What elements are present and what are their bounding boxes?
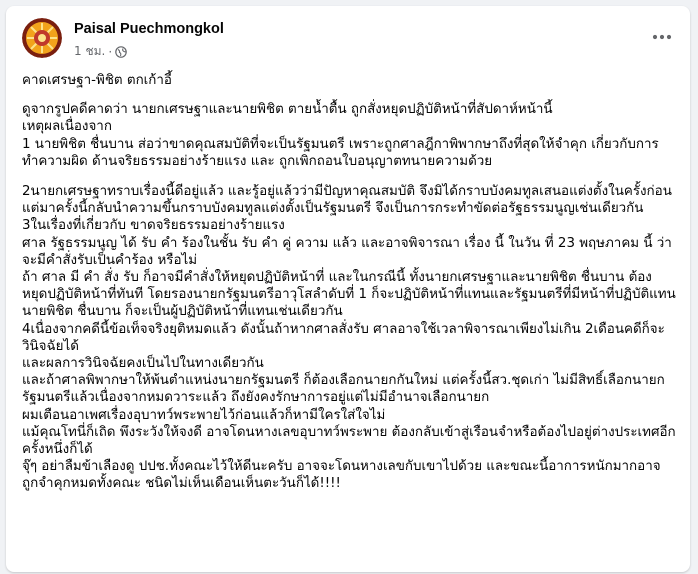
globe-icon[interactable] bbox=[115, 46, 127, 58]
avatar-image bbox=[22, 18, 62, 58]
post-line: และถ้าศาลพิพากษาให้พ้นตำแหน่งนายกรัฐมนตรี ก็ต้องเลือกนายกกันใหม่ แต่ครั้งนี้สว.ชุดเก่า ไม่มีสิทธิ์เลือกนายกรัฐมนตรีแล้วเนื่องจากหมดวาระแล้ว ถึงยังคงรักษาการอยู่แต่ไม่มีอำนาจเลือกนายก bbox=[22, 373, 665, 406]
post-line: 4เนื่องจากคดีนี้ข้อเท็จจริงยุติหมดแล้ว ดังนั้นถ้าหากศาลสั่งรับ ศาลอาจใช้เวลาพิจารณาเพียงไม่เกิน 2เดือนคดีก็จะวินิจฉัยได้ bbox=[22, 321, 665, 354]
post-line: 1 นายพิชิต ชื่นบาน ส่อว่าขาดคุณสมบัติที่จะเป็นรัฐมนตรี เพราะถูกศาลฎีกาพิพากษาถึงที่สุดให้จำคุก เกี่ยวกับการทำความผิด ด้านจริยธรรมอย่างร้ายแรง และ ถูกเพิกถอนใบอนุญาตทนายความด้วย bbox=[22, 136, 659, 169]
post-time[interactable]: 1 ชม. bbox=[74, 44, 106, 58]
more-options-icon[interactable] bbox=[646, 24, 678, 50]
post-line: 2นายกเศรษฐาทราบเรื่องนี้ดีอยู่แล้ว และรู้อยู่แล้วว่ามีปัญหาคุณสมบัติ จึงมิได้กราบบังคมทูลเสนอแต่งตั้งในครั้งก่อนแต่มาครั้งนี้กลับนำความขึ้นกราบบังคมทูลแต่งตั้งเป็นรัฐมนตรี จึงเป็นการกระทำขัดต่อรัฐธรรมนูญเช่นเดียวกัน bbox=[22, 184, 672, 217]
post-line: ศาล รัฐธรรมนูญ ได้ รับ คำ ร้องในชั้น รับ คำ คู่ ความ แล้ว และอาจพิจารณา เรื่อง นี้ ในวัน ที่ 23 พฤษภาคม นี้ ว่าจะมีคำสั่งรับเป็นคำร้อง หรือไม่ bbox=[22, 235, 672, 268]
post-line: 3ในเรื่องที่เกี่ยวกับ ขาดจริยธรรมอย่างร้ายแรง bbox=[22, 218, 285, 234]
post-line: เหตุผลเนื่องจาก bbox=[22, 119, 112, 135]
avatar[interactable] bbox=[22, 18, 62, 58]
post-meta bbox=[74, 42, 127, 61]
post-title: คาดเศรษฐา-พิชิต ตกเก้าอี้ bbox=[22, 73, 172, 88]
facebook-post bbox=[6, 6, 690, 572]
post-line: จุ๊ๆ อย่าลืมข้าเลืองดู ปปช.ทั้งคณะไว้ให้ดีนะครับ อาจจะโดนหางเลขกับเขาไปด้วย และขณะนี้อาการหนักมากอาจถูกจำคุกหมดทั้งคณะ ชนิดไม่เห็นเดือนเห็นตะวันก็ได้!!!! bbox=[22, 459, 661, 492]
post-line: แม้คุณโทนี่ก็เถิด พึงระวังให้จงดี อาจโดนหางเลขอุบาทว์พระพาย ต้องกลับเข้าสู่เรือนจำหรือต้องไปอยู่ต่างประเทศอีกครั้งหนึ่งก็ได้ bbox=[22, 424, 676, 458]
post-header bbox=[22, 18, 674, 62]
post-line: และผลการวินิจฉัยคงเป็นไปในทางเดียวกัน bbox=[22, 356, 264, 372]
post-line: ถ้า ศาล มี คำ สั่ง รับ ก็อาจมีคำสั่งให้หยุดปฏิบัติหน้าที่ และในกรณีนี้ ทั้งนายกเศรษฐาและนายพิชิต ชื่นบาน ต้องหยุดปฏิบัติหน้าที่ทันที โดยรองนายกรัฐมนตรีอาวุโสลำดับที่ 1 ก็จะปฏิบัติหน้าที่แทนและรัฐมนตรีที่มีหน้าที่ปฏิบัติแทนนายพิชิต ชื่นบาน ก็จะเป็นผู้ปฏิบัติหน้าที่แทนเช่นเดียวกัน bbox=[22, 270, 676, 320]
meta-separator: · bbox=[108, 44, 113, 59]
author-name[interactable]: Paisal Puechmongkol bbox=[74, 21, 224, 37]
post-line: ผมเตือนอาเพศเรื่องอุบาทว์พระพายไว้ก่อนแล้วก็หามีใครใส่ใจไม่ bbox=[22, 407, 386, 423]
post-line: ดูจากรูปคดีคาดว่า นายกเศรษฐาและนายพิชิต ตายน้ำตื้น ถูกสั่งหยุดปฏิบัติหน้าที่สัปดาห์หน้านี้ bbox=[22, 102, 553, 118]
post-body bbox=[22, 72, 676, 493]
